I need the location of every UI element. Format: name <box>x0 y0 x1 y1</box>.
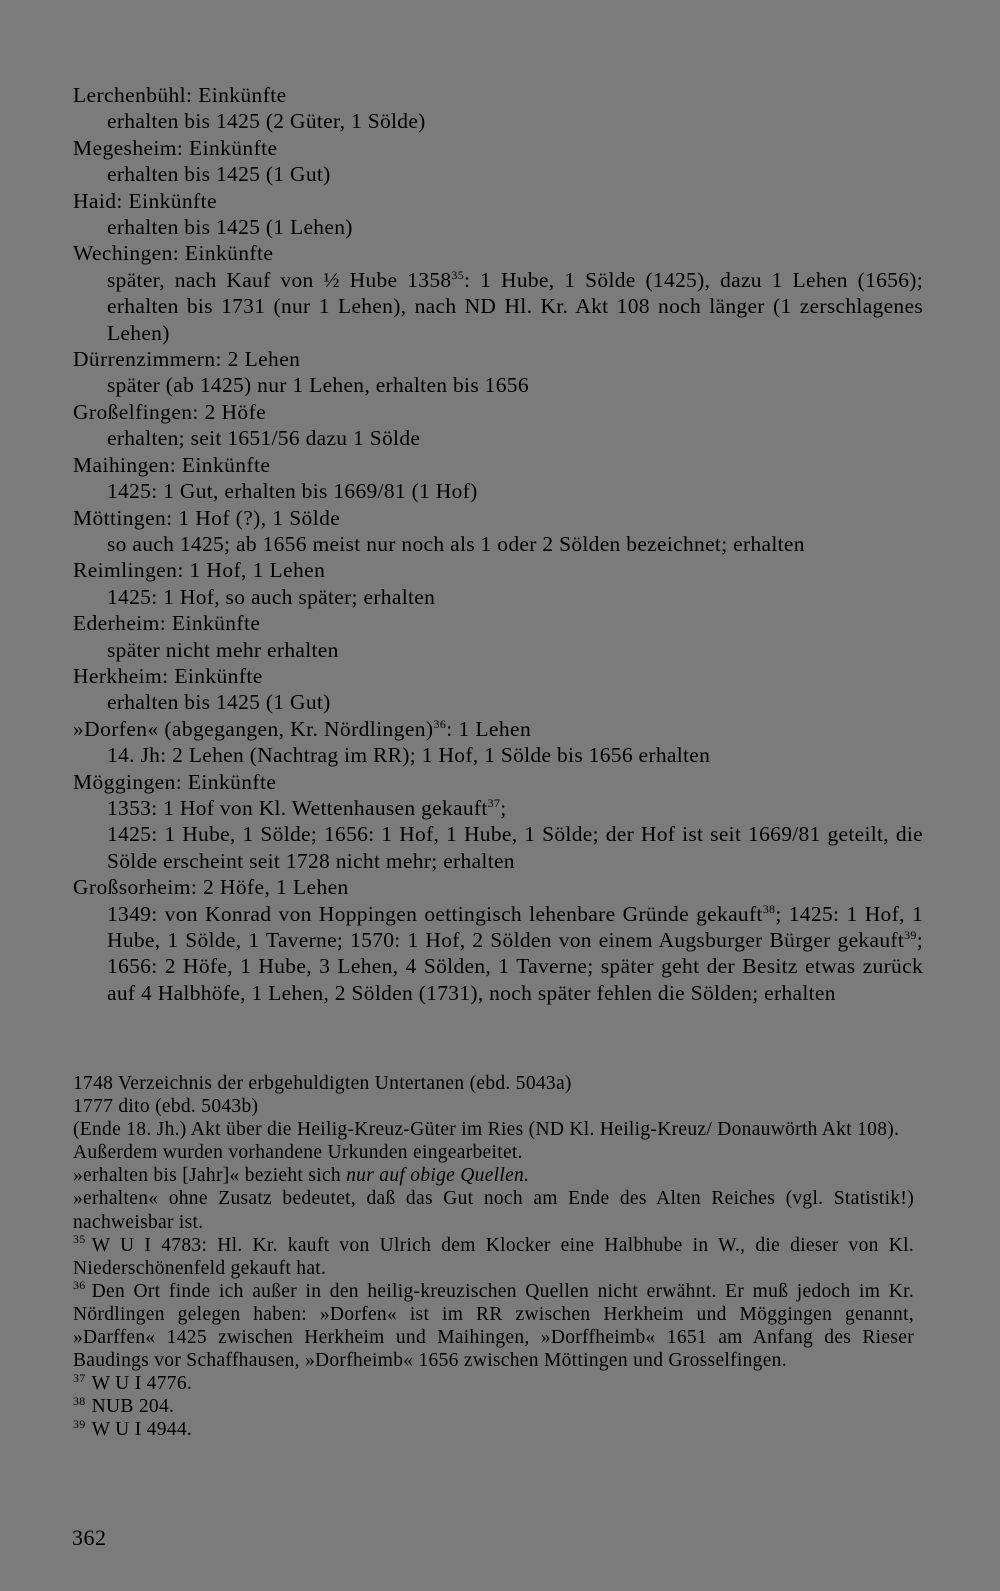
footnote-number: 39 <box>73 1416 86 1431</box>
place-heading: Herkheim: Einkünfte <box>73 663 263 688</box>
footnote-text: W U I 4776. <box>91 1373 193 1395</box>
footnote-ref: 36 <box>433 716 447 731</box>
place-heading: Maihingen: Einkünfte <box>73 452 271 477</box>
source-emphasis: nur auf obige Quellen. <box>346 1165 530 1187</box>
sources-and-notes <box>73 1072 914 1442</box>
source-line: »erhalten« ohne Zusatz bedeutet, daß das Gut noch am Ende des Alten Reiches (vgl. Statistik!) nachweisbar ist. <box>73 1188 914 1233</box>
footnote-ref: 38 <box>762 901 776 916</box>
footnote-39 <box>73 1418 914 1441</box>
detail-text: ; 1425: 1 Hof, 1 Hube, 1 Sölde, 1 Taverne; 1570: 1 Hof, 2 Sölden von einem Augsburger Bürger gekauft <box>107 901 923 952</box>
place-detail: erhalten bis 1425 (2 Güter, 1 Sölde) <box>107 109 426 134</box>
place-heading: Großsorheim: 2 Höfe, 1 Lehen <box>73 875 349 900</box>
detail-text: ; 1656: 2 Höfe, 1 Hube, 3 Lehen, 4 Sölden, 1 Taverne; später geht der Besitz etwas zurück auf 4 Halbhöfe, 1 Lehen, 2 Sölden (1731), noch später fehlen die Sölden; erhalten <box>107 928 923 1005</box>
detail-text: : 1 Hube, 1 Sölde (1425), dazu 1 Lehen (1656); erhalten bis 1731 (nur 1 Lehen), nach ND Hl. Kr. Akt 108 noch länger (1 zerschlagenes Lehen) <box>107 267 923 345</box>
footnote-text: Den Ort finde ich außer in den heilig-kreuzischen Quellen nicht erwähnt. Er muß jedoch im Kr. Nördlingen gelegen haben: »Dorfen« ist im RR zwischen Herkheim und Möggingen genannt, »Darffen« 1425 zwischen Herkheim und Maihingen, »Dorffheimb« 1651 am Anfang des Rieser Baudings vor Schaffhausen, »Dorfheimb« 1656 zwischen Möttingen und Grosselfingen. <box>73 1280 914 1372</box>
place-heading: Möttingen: 1 Hof (?), 1 Sölde <box>73 505 341 530</box>
footnote-number: 38 <box>73 1393 86 1408</box>
heading-text: »Dorfen« (abgegangen, Kr. Nördlingen) <box>73 716 434 741</box>
entry-moeggingen <box>73 769 923 875</box>
place-detail: 1425: 1 Hube, 1 Sölde; 1656: 1 Hof, 1 Hube, 1 Sölde; der Hof ist seit 1669/81 geteilt, die Sölde erscheint seit 1728 nicht mehr; erhalten <box>107 822 923 873</box>
place-heading: Wechingen: Einkünfte <box>73 241 274 266</box>
source-line: 1748 Verzeichnis der erbgehuldigten Untertanen (ebd. 5043a) <box>73 1073 572 1094</box>
footnote-ref: 39 <box>904 927 917 942</box>
footnote-text: W U I 4783: Hl. Kr. kauft von Ulrich dem Klocker eine Halbhube in W., die dieser von Kl. Niederschönenfeld gekauft hat. <box>73 1234 914 1279</box>
footnote-38 <box>73 1395 914 1418</box>
source-line <box>73 1164 914 1187</box>
place-heading: Lerchenbühl: Einkünfte <box>73 83 287 107</box>
entry-reimlingen <box>73 557 923 610</box>
place-detail <box>73 795 923 821</box>
place-heading: Ederheim: Einkünfte <box>73 611 261 636</box>
entry-grosselfingen <box>73 399 923 452</box>
footnote-number: 35 <box>73 1232 86 1247</box>
place-detail: erhalten bis 1425 (1 Lehen) <box>107 215 353 240</box>
source-line: 1777 dito (ebd. 5043b) <box>73 1096 259 1118</box>
place-detail: 14. Jh: 2 Lehen (Nachtrag im RR); 1 Hof, 1 Sölde bis 1656 erhalten <box>107 743 711 768</box>
place-heading: Möggingen: Einkünfte <box>73 769 277 794</box>
place-detail <box>73 901 923 1007</box>
place-heading: Reimlingen: 1 Hof, 1 Lehen <box>73 558 326 583</box>
entry-grosssorheim <box>73 874 923 1006</box>
entry-haid <box>73 188 923 241</box>
place-detail: später nicht mehr erhalten <box>107 637 339 662</box>
detail-text: 1353: 1 Hof von Kl. Wettenhausen gekauft <box>107 795 488 820</box>
place-heading: Megesheim: Einkünfte <box>73 135 278 160</box>
entry-duerrenzimmern <box>73 346 923 399</box>
place-detail <box>73 267 923 346</box>
footnote-35 <box>73 1234 914 1280</box>
detail-text: 1349: von Konrad von Hoppingen oettingisch lehenbare Gründe gekauft <box>107 901 763 926</box>
place-heading: Haid: Einkünfte <box>73 188 217 213</box>
entry-maihingen <box>73 452 923 505</box>
detail-text: später, nach Kauf von ½ Hube 1358 <box>107 267 452 292</box>
footnote-number: 37 <box>73 1370 86 1385</box>
source-line: Außerdem wurden vorhandene Urkunden eingearbeitet. <box>73 1142 523 1164</box>
footnote-text: NUB 204. <box>91 1396 175 1418</box>
place-list <box>73 82 923 1006</box>
entry-herkheim <box>73 663 923 716</box>
place-detail: erhalten; seit 1651/56 dazu 1 Sölde <box>107 426 421 451</box>
page-number: 362 <box>72 1525 107 1550</box>
place-detail: so auch 1425; ab 1656 meist nur noch als 1 oder 2 Sölden bezeichnet; erhalten <box>107 531 805 556</box>
source-line: (Ende 18. Jh.) Akt über die Heilig-Kreuz-Güter im Ries (ND Kl. Heilig-Kreuz/ Donauwörth Akt 108). <box>73 1119 900 1141</box>
entry-megesheim <box>73 135 923 188</box>
footnote-ref: 35 <box>451 267 465 282</box>
footnote-number: 36 <box>73 1278 86 1293</box>
footnote-37 <box>73 1372 914 1395</box>
source-text: »erhalten bis [Jahr]« bezieht sich <box>73 1165 347 1187</box>
place-detail: erhalten bis 1425 (1 Gut) <box>107 162 331 187</box>
place-heading <box>73 716 923 742</box>
place-detail: später (ab 1425) nur 1 Lehen, erhalten bis 1656 <box>107 373 529 398</box>
detail-text: ; <box>500 795 507 820</box>
entry-moettingen <box>73 505 923 558</box>
entry-wechingen <box>73 240 923 346</box>
entry-dorfen <box>73 716 923 769</box>
footnote-text: W U I 4944. <box>91 1419 193 1441</box>
place-heading: Dürrenzimmern: 2 Lehen <box>73 347 301 372</box>
place-detail: 1425: 1 Hof, so auch später; erhalten <box>107 584 436 609</box>
footnote-ref: 37 <box>487 795 501 810</box>
entry-ederheim <box>73 610 923 663</box>
entry-lerchenbuehl <box>73 82 923 135</box>
place-detail: 1425: 1 Gut, erhalten bis 1669/81 (1 Hof) <box>107 479 478 504</box>
place-heading: Großelfingen: 2 Höfe <box>73 399 267 424</box>
heading-text: : 1 Lehen <box>446 716 532 741</box>
footnote-36 <box>73 1280 914 1372</box>
place-detail: erhalten bis 1425 (1 Gut) <box>107 690 331 715</box>
